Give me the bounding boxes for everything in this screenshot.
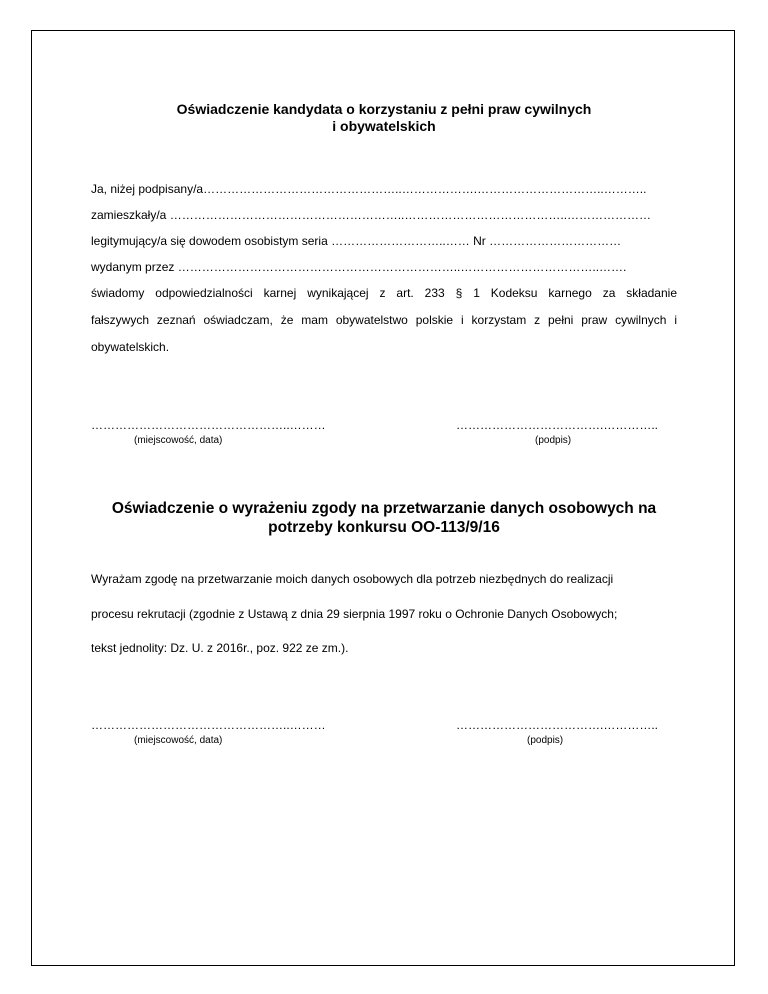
declaration-text-line-2: fałszywych zeznań oświadczam, że mam obywatelstwo polskie i korzystam z pełni praw cywilnych i [91, 313, 677, 327]
signature-caption: (podpis) [535, 435, 572, 446]
page-frame [31, 30, 735, 966]
declaration-text-line-1: świadomy odpowiedzialności karnej wynikającej z art. 233 § 1 Kodeksu karnego za składanie [91, 286, 677, 300]
consent-text-line-2: procesu rekrutacji (zgodnie z Ustawą z dnia 29 sierpnia 1997 roku o Ochronie Danych Osobowych; [91, 607, 618, 621]
declaration-title [0, 101, 768, 135]
place-date-dotted-line[interactable]: …………………………………………..……… [91, 418, 326, 432]
consent-title-line-1: Oświadczenie o wyrażeniu zgody na przetwarzanie danych osobowych na [111, 500, 657, 517]
consent-title [0, 499, 768, 537]
place-date-caption: (miejscowość, data) [134, 435, 223, 446]
issued-by-field-line[interactable]: wydanym przez ……………………………………………………………..……………………………..……. [91, 260, 627, 274]
signature-dotted-line[interactable]: ……………………………….………….. [456, 418, 659, 432]
consent-signature-dotted-line[interactable]: ……………………………….………….. [456, 718, 659, 732]
declaration-title-line-2: i obywatelskich [332, 118, 436, 134]
consent-text-line-1: Wyrażam zgodę na przetwarzanie moich danych osobowych dla potrzeb niezbędnych do realizacji [91, 572, 614, 586]
consent-place-date-caption: (miejscowość, data) [134, 735, 223, 746]
consent-signature-caption: (podpis) [527, 735, 564, 746]
id-document-field-line[interactable]: legitymujący/a się dowodem osobistym seria ………………………..…… Nr …………………………… [91, 234, 622, 248]
consent-place-date-dotted-line[interactable]: …………………………………………..……… [91, 718, 326, 732]
address-field-line[interactable]: zamieszkały/a …………………………………………………..…………………………………..………………… [91, 208, 652, 222]
name-field-line[interactable]: Ja, niżej podpisany/a…………………………………………..……………….…………………………..……….. [91, 182, 647, 196]
consent-text-line-3: tekst jednolity: Dz. U. z 2016r., poz. 922 ze zm.). [91, 641, 349, 655]
consent-title-line-2: potrzeby konkursu OO-113/9/16 [268, 519, 500, 536]
declaration-text-line-3: obywatelskich. [91, 340, 170, 354]
declaration-title-line-1: Oświadczenie kandydata o korzystaniu z pełni praw cywilnych [176, 101, 592, 117]
